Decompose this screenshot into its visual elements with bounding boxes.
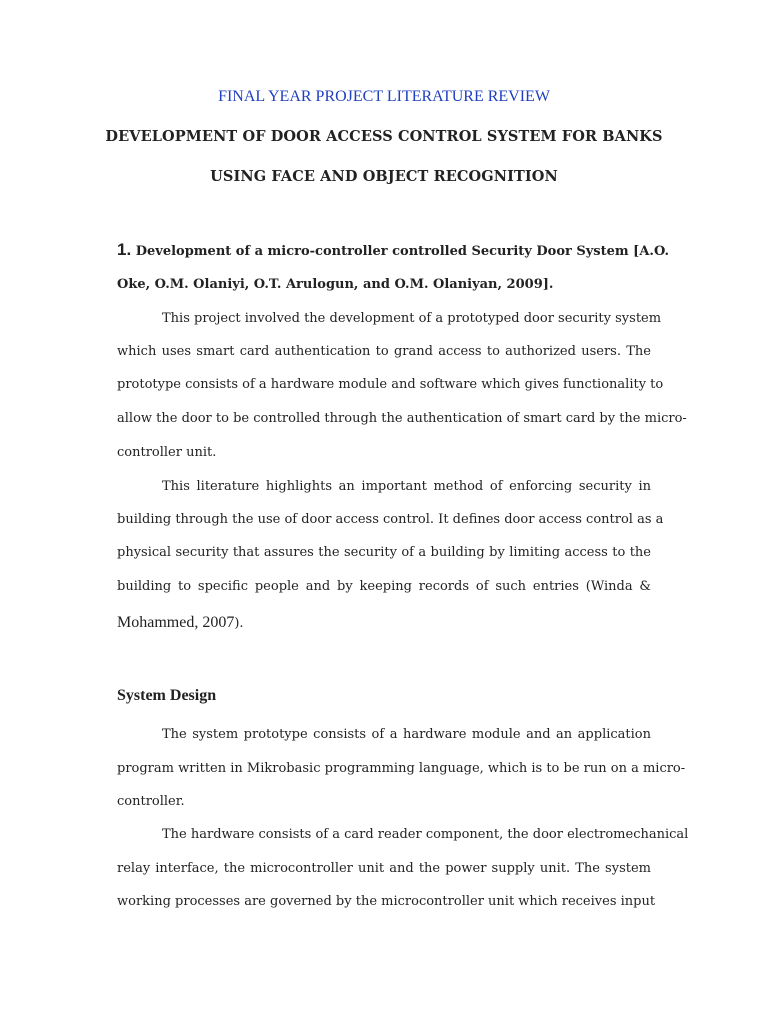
document-title-line-1: DEVELOPMENT OF DOOR ACCESS CONTROL SYSTEM FOR BANKS	[105, 128, 663, 145]
item-1-number: 1.	[117, 240, 132, 259]
paragraph-2-line: building through the use of door access control. It defines door access control as a	[117, 512, 664, 527]
paragraph-2-last-line	[117, 614, 651, 633]
document-header: FINAL YEAR PROJECT LITERATURE REVIEW	[218, 88, 550, 105]
paragraph-1-line: allow the door to be controlled through the authentication of smart card by the micro-	[117, 411, 687, 426]
paragraph-3-line: program written in Mikrobasic programming language, which is to be run on a micro-	[117, 761, 686, 776]
paragraph-4-line: relay interface, the microcontroller unit and the power supply unit. The system	[117, 861, 651, 876]
paragraph-4-line: working processes are governed by the microcontroller unit which receives input	[117, 894, 656, 909]
paragraph-3-line: controller.	[117, 794, 185, 809]
item-1-heading-line-2: Oke, O.M. Olaniyi, O.T. Arulogun, and O.M. Olaniyan, 2009].	[117, 277, 554, 292]
citation-name: Mohammed, 2007	[117, 614, 235, 631]
paragraph-1-line: which uses smart card authentication to grand access to authorized users. The	[117, 344, 651, 359]
paragraph-2-line: physical security that assures the security of a building by limiting access to the	[117, 545, 651, 560]
paragraph-3-line: The system prototype consists of a hardware module and an application	[162, 727, 651, 742]
section-heading: System Design	[117, 687, 217, 704]
item-1-heading-text: Development of a micro-controller controlled Security Door System [A.O.	[135, 244, 670, 259]
item-1-heading-line-1	[117, 240, 670, 261]
paragraph-2-line: This literature highlights an important method of enforcing security in	[162, 479, 651, 494]
document-title-line-2: USING FACE AND OBJECT RECOGNITION	[210, 168, 558, 185]
paragraph-1-line: prototype consists of a hardware module and software which gives functionality to	[117, 377, 664, 392]
citation-end: ).	[234, 616, 244, 631]
paragraph-4-line: The hardware consists of a card reader component, the door electromechanical	[162, 827, 689, 842]
paragraph-1-line: This project involved the development of a prototyped door security system	[162, 311, 662, 326]
paragraph-2-line: building to specific people and by keeping records of such entries (Winda &	[117, 579, 651, 594]
paragraph-1-line: controller unit.	[117, 445, 217, 460]
